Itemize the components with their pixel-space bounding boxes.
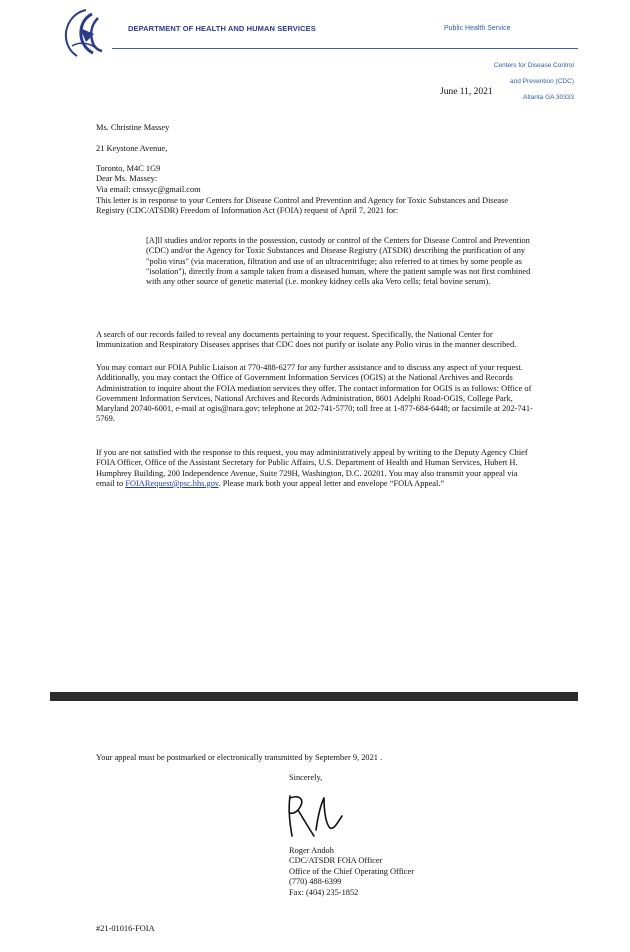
signer-title: CDC/ATSDR FOIA Officer xyxy=(289,856,383,866)
hhs-eagle-logo xyxy=(60,6,110,60)
signer-name: Roger Andoh xyxy=(289,846,334,855)
public-health-service: Public Health Service xyxy=(444,25,511,32)
agency-line: Centers for Disease Control xyxy=(493,62,574,69)
letter-date: June 11, 2021 xyxy=(440,87,493,97)
postmark-notice: Your appeal must be postmarked or electronically transmitted by September 9, 2021 . xyxy=(96,753,383,762)
signer-office: Office of the Chief Operating Officer xyxy=(289,866,415,876)
appeal-paragraph xyxy=(96,448,536,489)
handwritten-signature xyxy=(280,786,350,844)
recipient-street: 21 Keystone Avenue, xyxy=(96,143,168,153)
page-break-bar xyxy=(50,692,578,701)
appeal-text-end: . Please mark both your appeal letter and envelope “FOIA Appeal.” xyxy=(218,478,445,488)
contact-paragraph: You may contact our FOIA Public Liaison at 770-488-6277 for any further assistance and to discuss any aspect of your request. Additionally, you may contact the Office of Government Information Services (OGIS) at the National Archives and Records Administration to inquire about the FOIA mediation services they offer. The contact information for OGIS is as follows: Office of Government Information Services, National Archives and Records Administration, 8601 Adelphi Road-OGIS, College Park, Maryland 20740-6001, e-mail at ogis@nara.gov; telephone at 202-741-5770; toll free at 1-877-684-6448; or facsimile at 202-741-5769. xyxy=(96,363,533,424)
closing: Sincerely, xyxy=(289,773,323,782)
search-result-paragraph: A search of our records failed to reveal any documents pertaining to your request. Specifically, the National Center for Immunization and Respiratory Diseases apprises that CDC does not purify or isolate any Polio virus in the manner described. xyxy=(96,330,517,350)
recipient-email: Via email: cmssyc@gmail.com xyxy=(96,185,201,195)
signer-phone: (770) 488-6399 xyxy=(289,877,342,887)
signer-block xyxy=(289,846,414,898)
intro-paragraph: This letter is in response to your Centers for Disease Control and Prevention and Agency for Toxic Substances and Disease Registry (CDC/ATSDR) Freedom of Information Act (FOIA) request of April 7, 2021 for: xyxy=(96,196,509,216)
recipient-city: Toronto, M4C 1G9 xyxy=(96,164,161,174)
request-quote: [A]ll studies and/or reports in the possession, custody or control of the Centers for Disease Control and Prevention (CDC) and/or the Agency for Toxic Substances and Disease Registry (ATSDR) describing the purification of any "polio virus" (via maceration, filtration and use of an ultracentrifuge; also referred to at times by some people as "isolation"), directly from a sample taken from a diseased human, where the patient sample was not first combined with any other source of genetic material (i.e. monkey kidney cells aka Vero cells; fetal bovine serum). xyxy=(146,236,531,287)
agency-address xyxy=(494,54,574,110)
salutation: Dear Ms. Massey: xyxy=(96,174,158,183)
recipient-name: Ms. Christine Massey xyxy=(96,123,170,133)
letterhead-divider xyxy=(112,48,578,49)
foia-email-link[interactable]: FOIARequest@psc.hhs.gov xyxy=(125,478,219,488)
reference-number: #21-01016-FOIA xyxy=(96,924,155,933)
signer-fax: Fax: (404) 235-1852 xyxy=(289,887,359,897)
agency-line: and Prevention (CDC) xyxy=(510,78,574,85)
department-name: DEPARTMENT OF HEALTH AND HUMAN SERVICES xyxy=(128,24,316,33)
appeal-text: If you are not satisfied with the response to this request, you may administratively appeal by writing to the Deputy Agency Chief FOIA Officer, Office of the Assistant Secretary for Public Affairs, U.S. Department of Health and Human Services, Hubert H. Humphrey Building, 200 Independence Avenue, Suite 729H, Washington, D.C. 20201. You may also transmit your appeal via email to xyxy=(96,448,528,488)
agency-line: Atlanta GA 30333 xyxy=(523,94,574,101)
recipient-address xyxy=(96,113,536,206)
